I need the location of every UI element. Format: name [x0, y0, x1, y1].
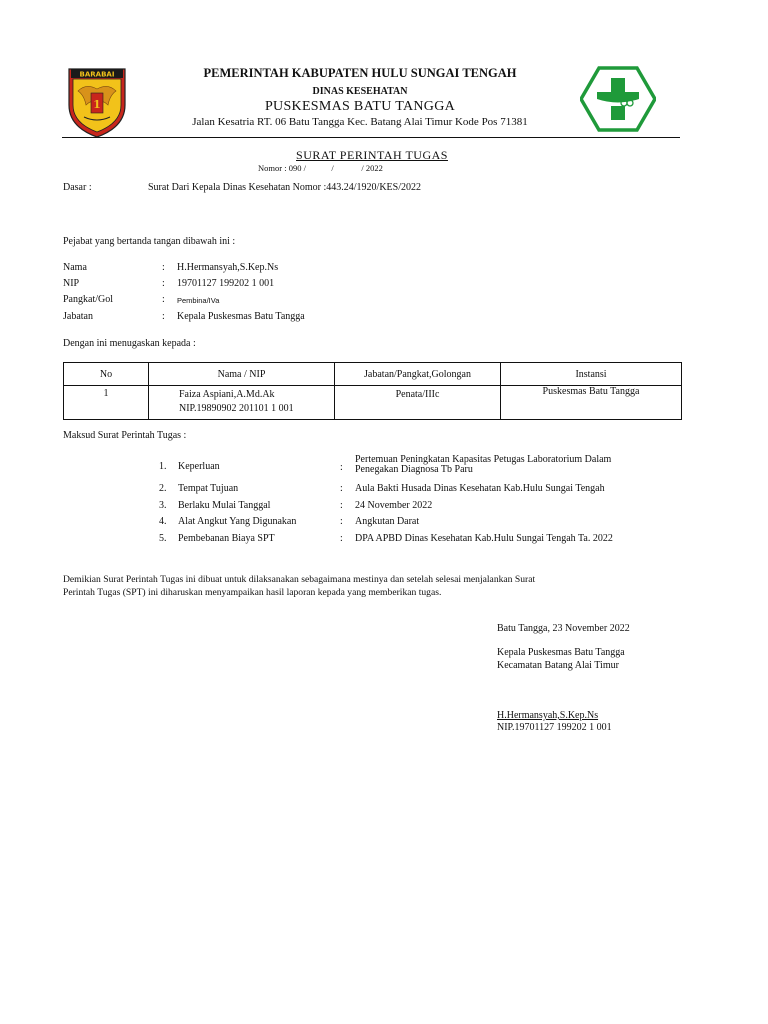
pejabat-nip-value: 19701127 199202 1 001 [177, 278, 275, 289]
pejabat-jabatan-value: Kepala Puskesmas Batu Tangga [177, 311, 305, 322]
signature-place-date: Batu Tangga, 23 November 2022 [497, 623, 630, 634]
maksud-label-4: Alat Angkut Yang Digunakan [178, 516, 297, 527]
table-header-nama: Nama / NIP [149, 363, 335, 386]
maksud-label-3: Berlaku Mulai Tanggal [178, 500, 271, 511]
pejabat-intro: Pejabat yang bertanda tangan dibawah ini : [63, 236, 236, 247]
table-cell-instansi: Puskesmas Batu Tangga [501, 386, 682, 420]
pejabat-nama-value: H.Hermansyah,S.Kep.Ns [177, 262, 279, 273]
svg-text:1: 1 [93, 98, 101, 111]
document-number: Nomor : 090 / / / 2022 [258, 163, 383, 173]
maksud-sep-4: : [340, 516, 343, 527]
maksud-num-1: 1. [159, 461, 167, 472]
maksud-num-2: 2. [159, 483, 167, 494]
table-header-row [64, 363, 682, 386]
maksud-sep-5: : [340, 533, 343, 544]
maksud-value-4: Angkutan Darat [355, 516, 420, 527]
maksud-value-1a: Pertemuan Peningkatan Kapasitas Petugas Laboratorium Dalam [355, 454, 612, 465]
logo-banner-text: BARABAI [79, 70, 115, 79]
assignment-table [63, 362, 682, 420]
dasar-value: Surat Dari Kepala Dinas Kesehatan Nomor :443.24/1920/KES/2022 [148, 182, 422, 193]
signature-name: H.Hermansyah,S.Kep.Ns [497, 710, 599, 721]
document-title: SURAT PERINTAH TUGAS [296, 148, 448, 162]
signature-nip: NIP.19701127 199202 1 001 [497, 722, 612, 733]
maksud-value-1b: Penegakan Diagnosa Tb Paru [355, 464, 473, 475]
table-header-instansi: Instansi [501, 363, 682, 386]
maksud-intro: Maksud Surat Perintah Tugas : [63, 430, 187, 441]
maksud-sep-2: : [340, 483, 343, 494]
assign-intro: Dengan ini menugaskan kepada : [63, 338, 196, 349]
pejabat-nama-sep: : [162, 262, 165, 273]
signature-role1: Kepala Puskesmas Batu Tangga [497, 647, 625, 658]
table-cell-nama-nip: NIP.19890902 201101 1 001 [179, 403, 294, 414]
pejabat-nip-label: NIP [63, 278, 80, 289]
maksud-label-2: Tempat Tujuan [178, 483, 239, 494]
pejabat-nip-sep: : [162, 278, 165, 289]
letterhead-address: Jalan Kesatria RT. 06 Batu Tangga Kec. Batang Alai Timur Kode Pos 71381 [192, 116, 528, 128]
table-header-no: No [64, 363, 149, 386]
maksud-num-4: 4. [159, 516, 167, 527]
pejabat-pangkat-sep: : [162, 294, 165, 305]
maksud-num-3: 3. [159, 500, 167, 511]
letterhead-line3: PUSKESMAS BATU TANGGA [264, 99, 456, 114]
maksud-label-5: Pembebanan Biaya SPT [178, 533, 275, 544]
pejabat-pangkat-label: Pangkat/Gol [63, 294, 113, 305]
letterhead-line2: DINAS KESEHATAN [312, 86, 408, 97]
table-cell-nama-name: Faiza Aspiani,A.Md.Ak [179, 389, 275, 400]
table-header-jabatan: Jabatan/Pangkat,Golongan [335, 363, 501, 386]
maksud-sep-1: : [340, 462, 343, 473]
maksud-value-2: Aula Bakti Husada Dinas Kesehatan Kab.Hulu Sungai Tengah [355, 483, 605, 494]
letterhead-divider [62, 137, 680, 138]
maksud-value-3: 24 November 2022 [355, 500, 433, 511]
closing-line2: Perintah Tugas (SPT) ini diharuskan menyampaikan hasil laporan kepada yang memberikan tugas. [63, 587, 442, 598]
closing-line1: Demikian Surat Perintah Tugas ini dibuat untuk dilaksanakan sebagaimana mestinya dan setelah selesai menjalankan Surat [63, 574, 536, 585]
signature-role2: Kecamatan Batang Alai Timur [497, 660, 619, 671]
table-cell-nama [149, 386, 335, 420]
maksud-label-1: Keperluan [178, 461, 220, 472]
pejabat-nama-label: Nama [63, 262, 87, 273]
pejabat-pangkat-value: Pembina/IVa [177, 296, 220, 305]
table-cell-no: 1 [64, 386, 149, 420]
maksud-num-5: 5. [159, 533, 167, 544]
maksud-value-5: DPA APBD Dinas Kesehatan Kab.Hulu Sungai Tengah Ta. 2022 [355, 533, 613, 544]
letterhead-line1: PEMERINTAH KABUPATEN HULU SUNGAI TENGAH [203, 66, 517, 80]
table-row [64, 386, 682, 420]
pejabat-jabatan-label: Jabatan [63, 311, 93, 322]
pejabat-jabatan-sep: : [162, 311, 165, 322]
dasar-label: Dasar : [63, 182, 92, 193]
maksud-sep-3: : [340, 500, 343, 511]
table-cell-jabatan: Penata/IIIc [335, 386, 501, 420]
